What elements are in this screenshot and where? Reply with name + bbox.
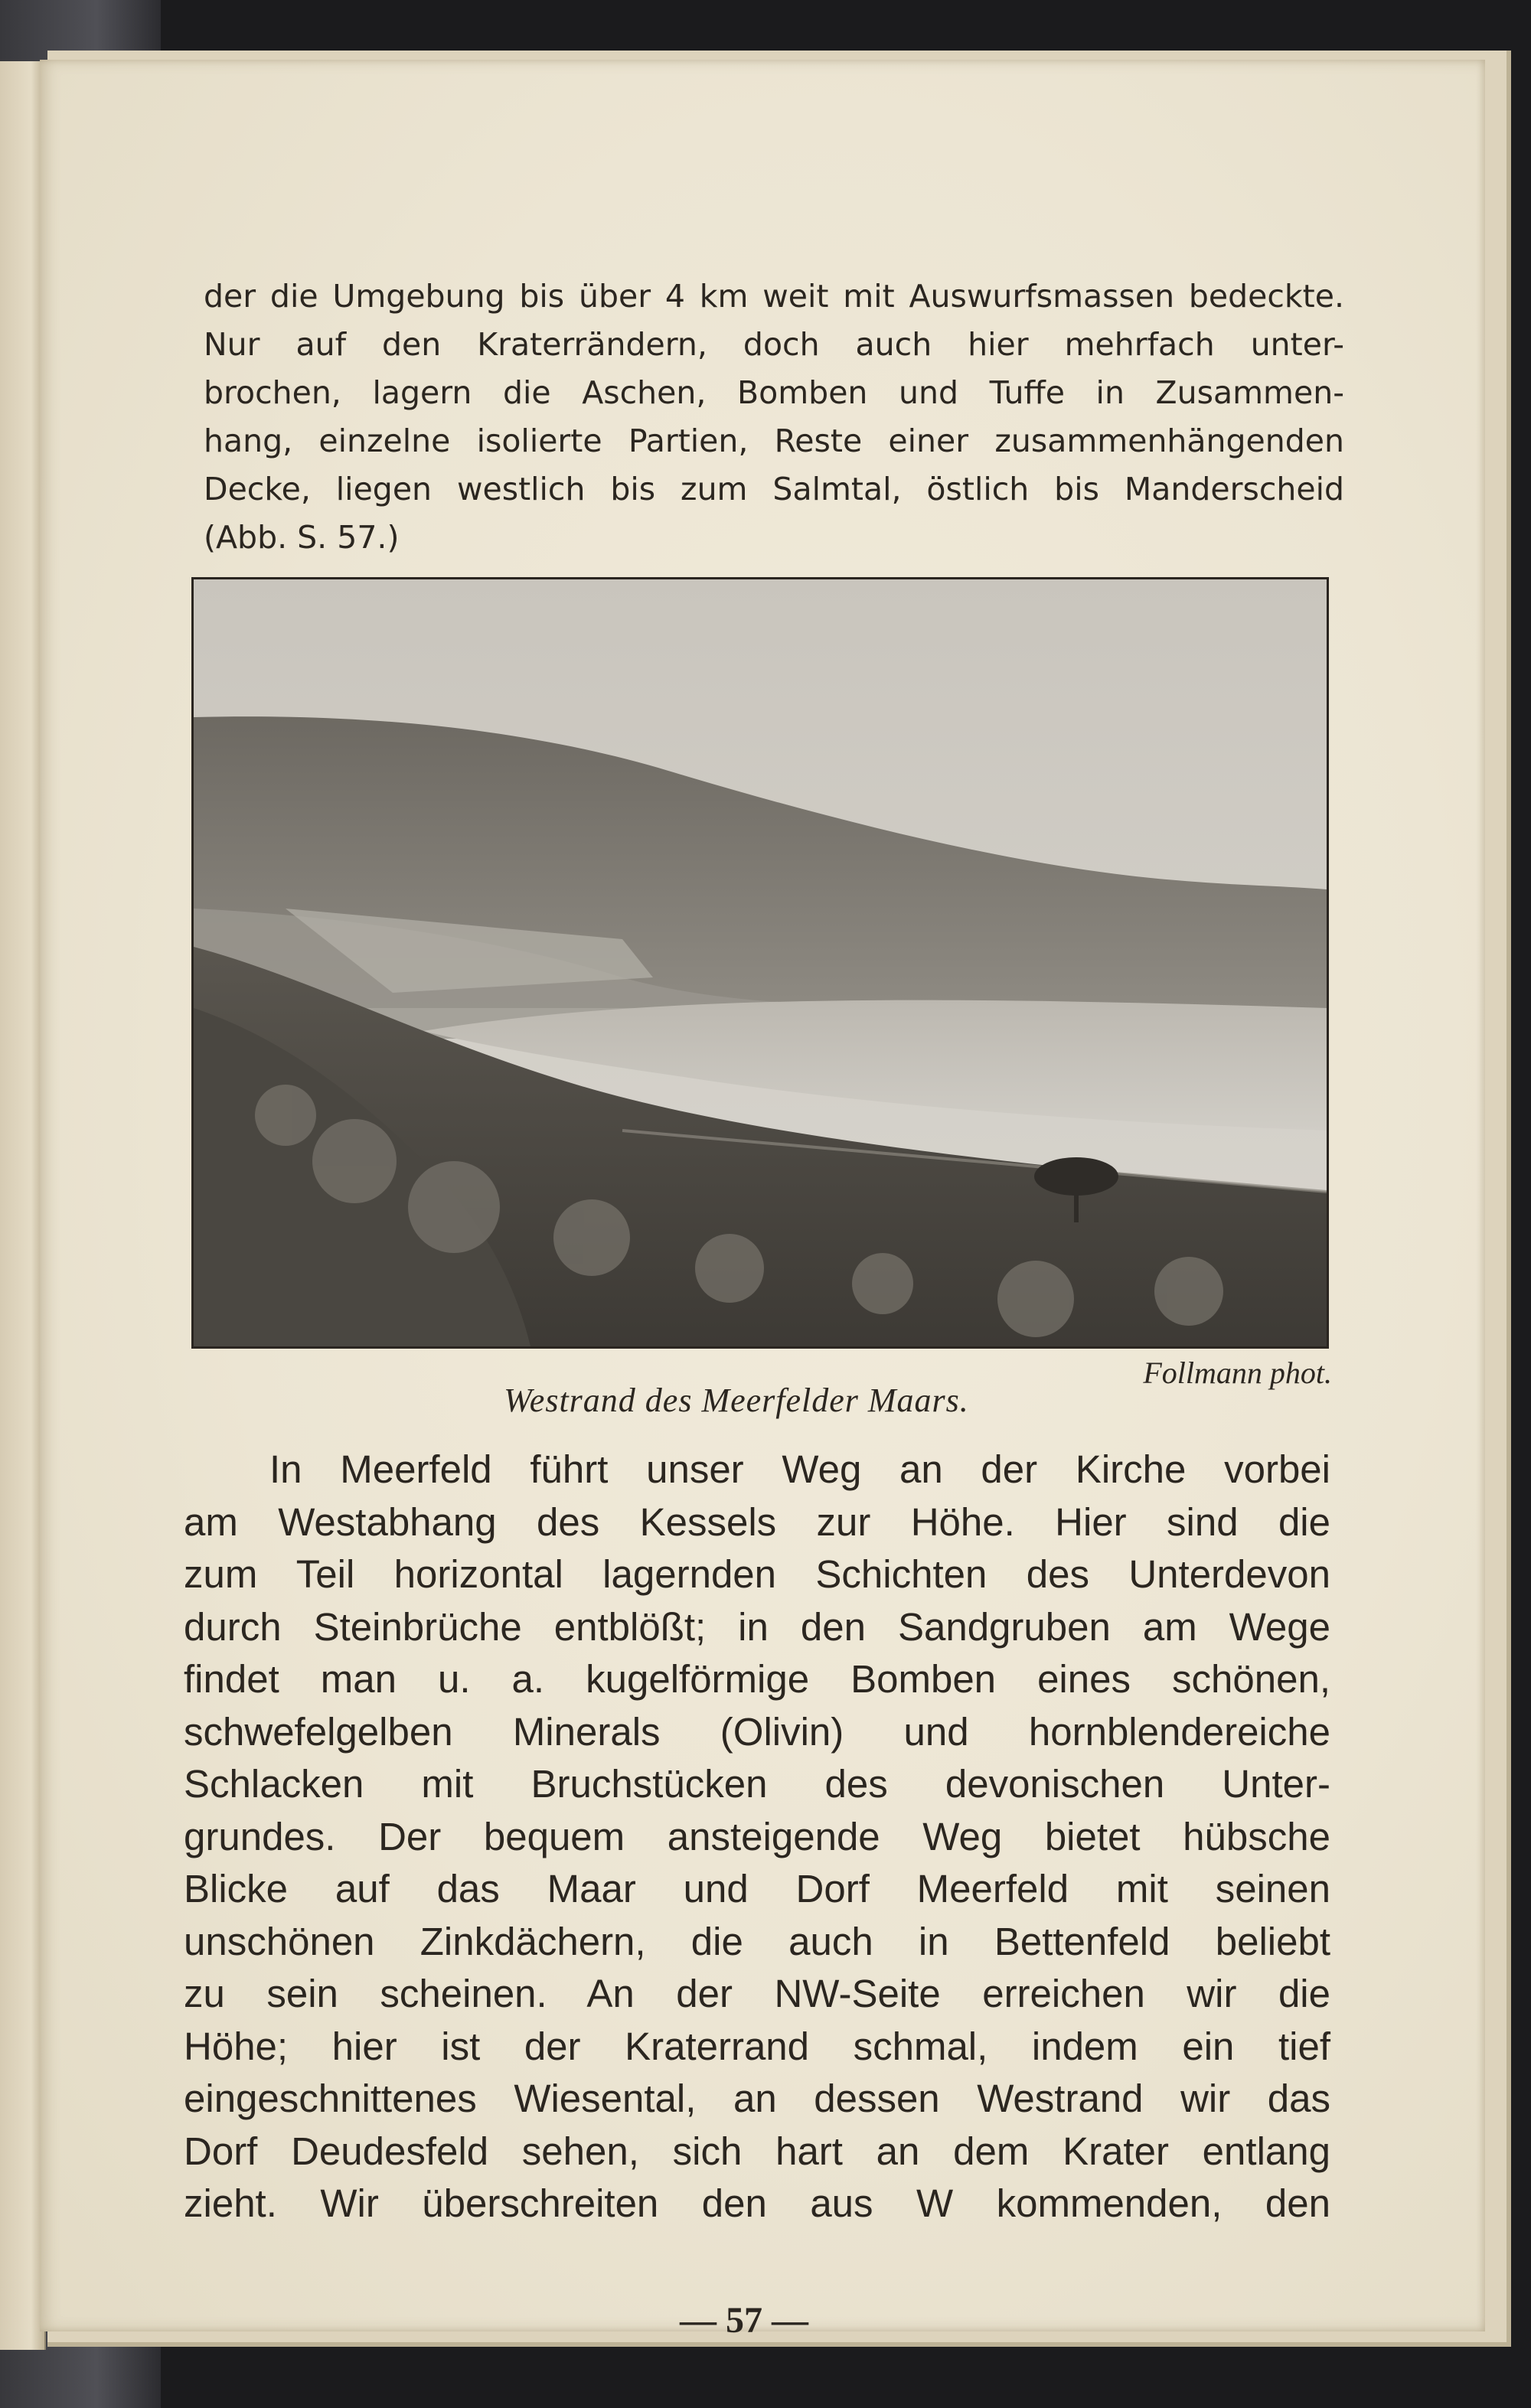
photo-credit: Follmann phot. [1143, 1356, 1332, 1390]
intro-line: (Abb. S. 57.) [204, 519, 400, 556]
landscape-photo-illustration [194, 579, 1327, 1346]
intro-line: Decke, liegen westlich bis zum Salmtal, östlich bis Manderscheid [204, 471, 1344, 507]
body-line: durch Steinbrüche entblößt; in den Sandgruben am Wege [184, 1604, 1330, 1649]
body-line: eingeschnittenes Wiesental, an dessen Westrand wir das [184, 2077, 1330, 2120]
page-number: — 57 — [680, 2300, 808, 2341]
maar-photograph [191, 577, 1329, 1349]
body-line: Dorf Deudesfeld sehen, sich hart an dem Krater entlang [184, 2129, 1330, 2173]
body-paragraph [184, 1444, 1330, 2230]
body-line: zu sein scheinen. An der NW-Seite erreichen wir die [184, 1972, 1330, 2015]
body-line: zieht. Wir überschreiten den aus W kommenden, den [184, 2181, 1330, 2225]
body-line: Höhe; hier ist der Kraterrand schmal, indem ein tief [184, 2024, 1330, 2068]
intro-line: brochen, lagern die Aschen, Bomben und Tuffe in Zusammen- [204, 374, 1344, 411]
body-line: In Meerfeld führt unser Weg an der Kirche vorbei [269, 1447, 1330, 1491]
body-line: grundes. Der bequem ansteigende Weg bietet hübsche [184, 1814, 1330, 1858]
body-line: Blicke auf das Maar und Dorf Meerfeld mit seinen [184, 1867, 1330, 1910]
body-line: am Westabhang des Kessels zur Höhe. Hier sind die [184, 1499, 1330, 1544]
intro-line: der die Umgebung bis über 4 km weit mit Auswurfsmassen bedeckte. [204, 278, 1344, 315]
body-line: findet man u. a. kugelförmige Bomben eines schönen, [184, 1657, 1330, 1701]
book-page [40, 60, 1485, 2341]
figure-caption: Westrand des Meerfelder Maars. [504, 1382, 969, 1419]
body-line: unschönen Zinkdächern, die auch in Bettenfeld beliebt [184, 1919, 1330, 1963]
intro-paragraph [204, 272, 1344, 562]
body-line: schwefelgelben Minerals (Olivin) und hornblendereiche [184, 1709, 1330, 1754]
body-line: zum Teil horizontal lagernden Schichten des Unterdevon [184, 1552, 1330, 1596]
previous-page-edge [0, 61, 46, 2350]
intro-line: Nur auf den Kraterrändern, doch auch hier mehrfach unter- [204, 326, 1344, 363]
intro-line: hang, einzelne isolierte Partien, Reste einer zusammenhängenden [204, 423, 1344, 459]
body-line: Schlacken mit Bruchstücken des devonischen Unter- [184, 1762, 1330, 1806]
